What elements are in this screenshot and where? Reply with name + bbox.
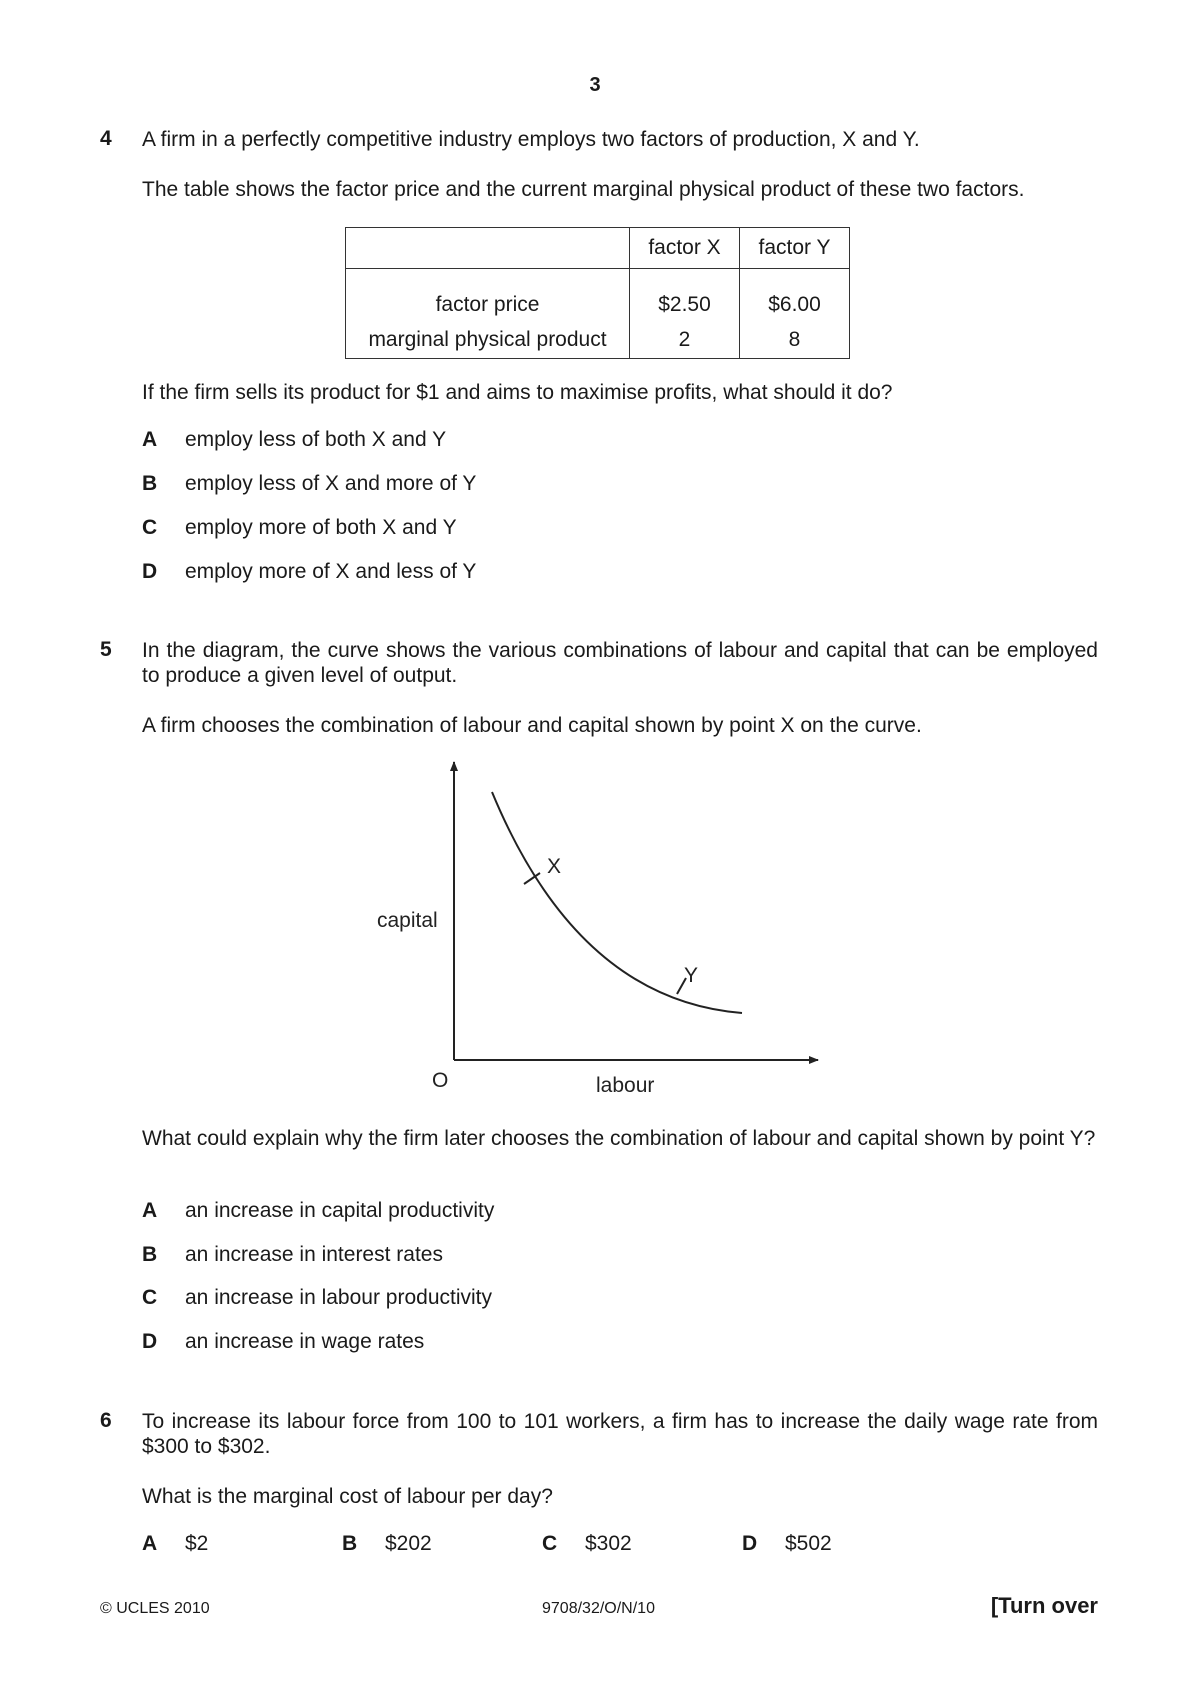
q4-option-d-letter: D: [142, 560, 158, 583]
x-axis-label: labour: [596, 1074, 655, 1097]
question-6-stem: To increase its labour force from 100 to 101 workers, a firm has to increase the daily wage rate from $300 to $302.: [142, 1410, 1098, 1458]
question-5-stem: In the diagram, the curve shows the various combinations of labour and capital that can be employed to produce a given level of output.: [142, 639, 1098, 687]
turn-over-label: [Turn over: [990, 1593, 1098, 1618]
q6-option-c-letter: C: [542, 1532, 558, 1555]
question-4-stem: A firm in a perfectly competitive industry employs two factors of production, X and Y.: [142, 128, 920, 151]
question-4-number: 4: [100, 127, 112, 150]
footer-copyright: © UCLES 2010: [100, 1600, 210, 1617]
row-label-factor-price: factor price: [346, 269, 630, 322]
question-4-question: If the firm sells its product for $1 and aims to maximise profits, what should it do?: [142, 381, 893, 404]
q4-option-b-text: employ less of X and more of Y: [185, 472, 477, 495]
q5-option-a-letter: A: [142, 1199, 158, 1222]
q4-option-d-text: employ more of X and less of Y: [185, 560, 477, 583]
q5-option-b-text: an increase in interest rates: [185, 1243, 443, 1266]
q5-option-d-letter: D: [142, 1330, 158, 1353]
y-axis-label: capital: [377, 909, 438, 932]
q5-option-b-letter: B: [142, 1243, 158, 1266]
question-4-table-intro: The table shows the factor price and the current marginal physical product of these two factors.: [142, 178, 1025, 201]
q4-option-b-letter: B: [142, 472, 158, 495]
footer-code: 9708/32/O/N/10: [542, 1600, 655, 1617]
table-header-factor-x: factor X: [630, 228, 740, 269]
table-header-factor-y: factor Y: [740, 228, 850, 269]
q6-option-d-text: $502: [785, 1532, 832, 1555]
q4-option-a-text: employ less of both X and Y: [185, 428, 447, 451]
isoquant-curve: [492, 792, 742, 1013]
cell-factor-price-x: $2.50: [630, 269, 740, 322]
question-5-question: What could explain why the firm later chooses the combination of labour and capital shown by point Y?: [142, 1127, 1096, 1150]
q5-option-a-text: an increase in capital productivity: [185, 1199, 495, 1222]
cell-factor-price-y: $6.00: [740, 269, 850, 322]
question-6-question: What is the marginal cost of labour per day?: [142, 1485, 553, 1508]
question-6-number: 6: [100, 1409, 112, 1432]
q6-option-b-text: $202: [385, 1532, 432, 1555]
row-label-mpp: marginal physical product: [346, 321, 630, 359]
q4-option-c-text: employ more of both X and Y: [185, 516, 457, 539]
cell-mpp-x: 2: [630, 321, 740, 359]
q6-option-c-text: $302: [585, 1532, 632, 1555]
cell-mpp-y: 8: [740, 321, 850, 359]
point-x-label: X: [547, 855, 562, 878]
q6-option-a-text: $2: [185, 1532, 209, 1555]
q6-option-a-letter: A: [142, 1532, 158, 1555]
question-5-number: 5: [100, 638, 112, 661]
origin-label: O: [432, 1069, 449, 1092]
q6-option-b-letter: B: [342, 1532, 358, 1555]
q5-option-c-letter: C: [142, 1286, 158, 1309]
question-5-intro: A firm chooses the combination of labour and capital shown by point X on the curve.: [142, 714, 922, 737]
q6-option-d-letter: D: [742, 1532, 758, 1555]
point-y-label: Y: [684, 964, 699, 987]
q4-option-a-letter: A: [142, 428, 158, 451]
q5-option-c-text: an increase in labour productivity: [185, 1286, 493, 1309]
q4-option-c-letter: C: [142, 516, 158, 539]
page-number: 3: [589, 74, 601, 96]
q5-option-d-text: an increase in wage rates: [185, 1330, 425, 1353]
